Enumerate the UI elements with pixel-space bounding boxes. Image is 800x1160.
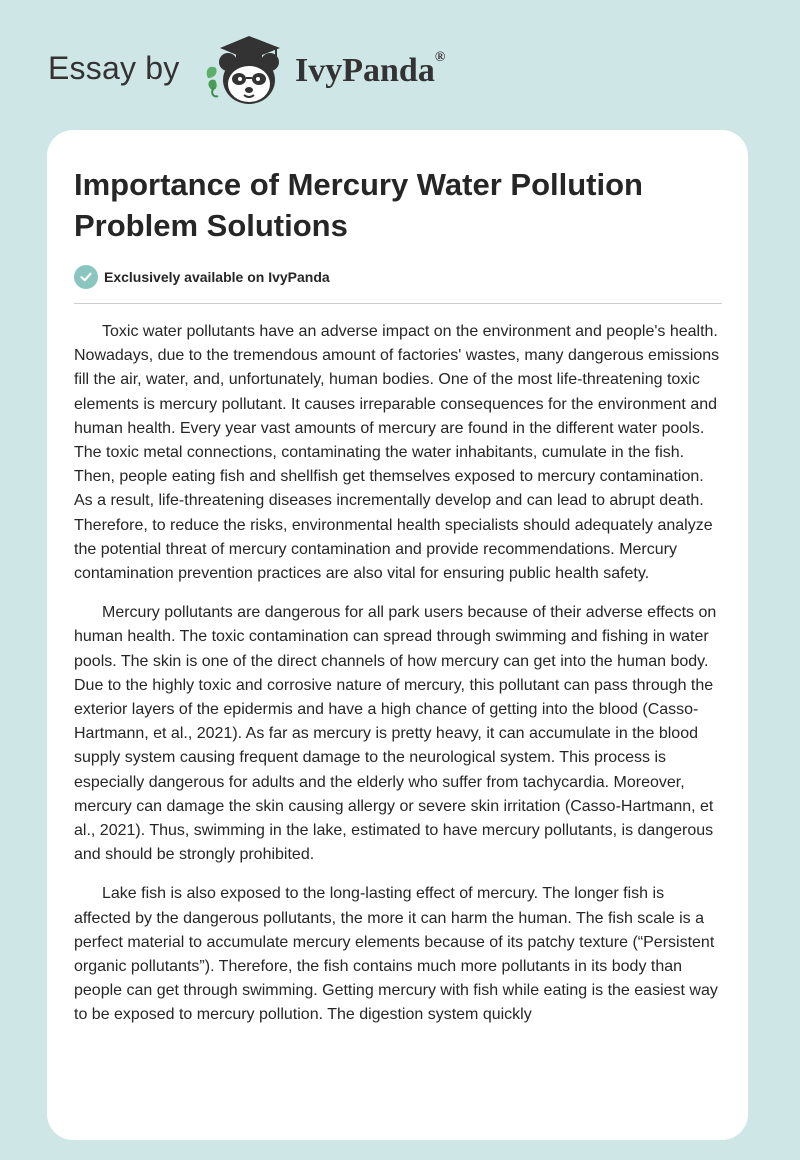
brand-name[interactable]: IvyPanda®	[295, 49, 446, 89]
title-divider	[74, 303, 722, 304]
ivypanda-logo-icon[interactable]	[202, 32, 288, 110]
essay-title: Importance of Mercury Water Pollution Problem Solutions	[74, 167, 643, 243]
exclusive-label: Exclusively available on IvyPanda	[104, 269, 330, 285]
registered-mark: ®	[434, 49, 446, 65]
exclusive-badge	[74, 264, 330, 290]
essay-by-label: Essay by	[48, 50, 180, 86]
essay-body	[74, 320, 724, 1043]
site-header	[48, 32, 548, 112]
essay-card	[47, 130, 748, 1140]
paragraph: Toxic water pollutants have an adverse impact on the environment and people's health. Nowadays, due to the tremendous amount of factories' wastes, many dangerous emissions fill the air, water, and, unfortunately, human bodies. One of the most life-threatening toxic elements is mercury pollutant. It causes irreparable consequences for the environment and human health. Every year vast amounts of mercury are found in the different water pools. The toxic metal connections, contaminating the water inhabitants, cumulate in the fish. Then, people eating fish and shellfish get themselves exposed to mercury contamination. As a result, life-threatening diseases incrementally develop and can lead to abrupt death. Therefore, to reduce the risks, environmental health specialists should adequately analyze the potential threat of mercury contamination and provide recommendations. Mercury contamination prevention practices are also vital for ensuring public health safety.	[74, 323, 720, 583]
checkmark-icon	[74, 265, 98, 289]
paragraph: Lake fish is also exposed to the long-lasting effect of mercury. The longer fish is affected by the dangerous pollutants, the more it can harm the human. The fish scale is a perfect material to accumulate mercury elements because of its patchy texture (“Persistent organic pollutants”). Therefore, the fish contains much more pollutants in its body than people can get through swimming. Getting mercury with fish while eating is the easiest way to be exposed to mercury pollution. The digestion system quickly	[74, 885, 718, 1024]
paragraph: Mercury pollutants are dangerous for all park users because of their adverse effects on human health. The toxic contamination can spread through swimming and fishing in water pools. The skin is one of the direct channels of how mercury can get into the human body. Due to the highly toxic and corrosive nature of mercury, this pollutant can pass through the exterior layers of the epidermis and have a high chance of getting into the blood (Casso-Hartmann, et al., 2021). As far as mercury is pretty heavy, it can accumulate in the blood supply system causing frequent damage to the neurological system. This process is especially dangerous for adults and the elderly who suffer from tachycardia. Moreover, mercury can damage the skin causing allergy or severe skin irritation (Casso-Hartmann, et al., 2021). Thus, swimming in the lake, estimated to have mercury pollutants, is dangerous and should be strongly prohibited.	[74, 604, 717, 864]
